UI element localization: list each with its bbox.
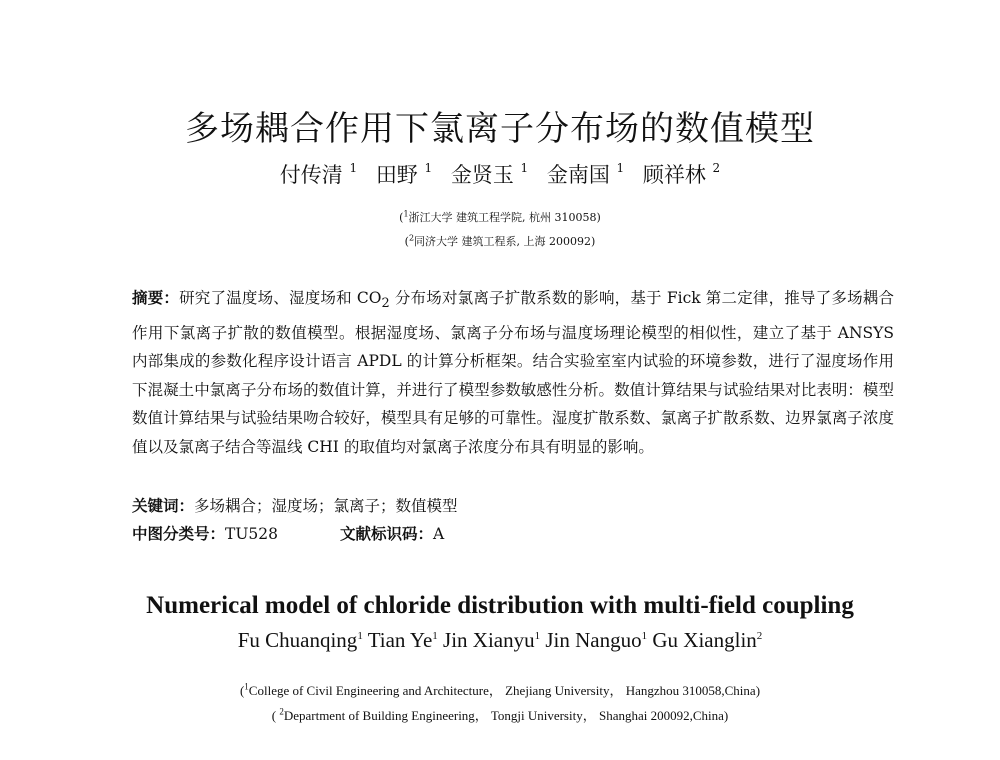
affiliation-marker: 2 <box>756 630 763 642</box>
author-name: Fu Chuanqing <box>237 628 358 652</box>
author-cn <box>643 163 720 187</box>
paren-close: ) <box>755 683 761 698</box>
paren-open: ( <box>399 211 404 224</box>
paren-open: ( <box>271 708 280 723</box>
clc-label: 中图分类号： <box>132 524 226 543</box>
affiliation-text: Department of Building Engineering， Tongji University， Shanghai 200092,China <box>283 708 724 723</box>
author-name: Tian Ye <box>367 628 433 652</box>
keywords <box>132 494 458 516</box>
doc-code-label: 文献标识码： <box>340 524 434 543</box>
affiliation-text: 同济大学 建筑工程系, 上海 200092 <box>414 235 592 248</box>
author-name: 付传清 <box>279 163 343 187</box>
abstract-text-part-2: 分布场对氯离子扩散系数的影响，基于 Fick 第二定律，推导了多场耦合作用下氯离子扩散的数值模型。根据湿度场、氯离子分布场与温度场理论模型的相似性，建立了基于 ANSYS 内部集成的参数化程序设计语言 APDL 的计算分析框架。结合实验室室内试验的环境参数，进行了湿度场作用下混凝土中氯离子分布场的数值计算，并进行了模型参数敏感性分析。数值计算结果与试验结果对比表明：模型数值计算结果与试验结果吻合较好，模型具有足够的可靠性。湿度扩散系数、氯离子扩散系数、边界氯离子浓度值以及氯离子结合等温线 CHI 的取值均对氯离子浓度分布具有明显的影响。 <box>132 289 894 457</box>
affiliation-marker: 1 <box>403 209 409 219</box>
paren-close: ) <box>591 235 596 248</box>
affiliation-marker: 1 <box>534 630 541 642</box>
author-name: Jin Xianyu <box>443 628 535 652</box>
english-affiliation-2 <box>0 705 1000 724</box>
author-name: 金南国 <box>546 163 610 187</box>
chinese-affiliation-1 <box>0 209 1000 225</box>
classification <box>132 522 444 544</box>
english-affiliation-1 <box>0 680 1000 699</box>
co2-subscript: 2 <box>381 296 390 312</box>
chinese-author-list <box>0 159 1000 189</box>
chinese-affiliation-2 <box>0 233 1000 249</box>
author-name: Gu Xianglin <box>652 628 757 652</box>
author-name: 金贤玉 <box>450 163 514 187</box>
english-author-list <box>0 628 1000 653</box>
affiliation-text: 浙江大学 建筑工程学院, 杭州 310058 <box>408 211 597 224</box>
author-name: Jin Nanguo <box>545 628 642 652</box>
affiliation-marker: 1 <box>616 161 625 175</box>
doc-code-value: A <box>433 525 445 543</box>
paren-close: ) <box>723 708 729 723</box>
affiliation-marker: 1 <box>520 161 529 175</box>
affiliation-marker: 1 <box>357 630 363 642</box>
chinese-title: 多场耦合作用下氯离子分布场的数值模型 <box>185 108 815 149</box>
affiliation-marker: 2 <box>712 161 721 175</box>
affiliation-marker: 1 <box>349 161 358 175</box>
affiliation-marker: 2 <box>279 706 284 717</box>
author-en <box>368 628 438 652</box>
paren-open: ( <box>404 235 409 248</box>
clc-value: TU528 <box>225 525 279 543</box>
author-cn <box>547 163 624 187</box>
affiliation-text: College of Civil Engineering and Architecture， Zhejiang University， Hangzhou 310058,China <box>248 683 756 698</box>
abstract-label: 摘要： <box>132 288 180 307</box>
paren-close: ) <box>596 211 601 224</box>
keywords-label: 关键词： <box>132 496 195 515</box>
affiliation-marker: 1 <box>244 681 249 692</box>
affiliation-marker: 2 <box>408 233 415 243</box>
affiliation-marker: 1 <box>641 630 648 642</box>
author-name: 田野 <box>375 163 418 187</box>
author-en <box>545 628 647 652</box>
affiliation-marker: 1 <box>432 630 438 642</box>
abstract <box>132 284 894 462</box>
author-en <box>652 628 762 652</box>
abstract-text-part-1: 研究了温度场、湿度场和 CO <box>179 289 382 307</box>
author-name: 顾祥林 <box>642 163 706 187</box>
paren-open: ( <box>239 683 245 698</box>
author-cn <box>451 163 528 187</box>
keywords-text: 多场耦合；湿度场；氯离子；数值模型 <box>194 497 458 515</box>
author-cn <box>280 163 357 187</box>
author-cn <box>376 163 432 187</box>
author-en <box>238 628 363 652</box>
affiliation-marker: 1 <box>424 161 433 175</box>
author-en <box>443 628 540 652</box>
english-title: Numerical model of chloride distribution with multi-field coupling <box>146 591 854 619</box>
